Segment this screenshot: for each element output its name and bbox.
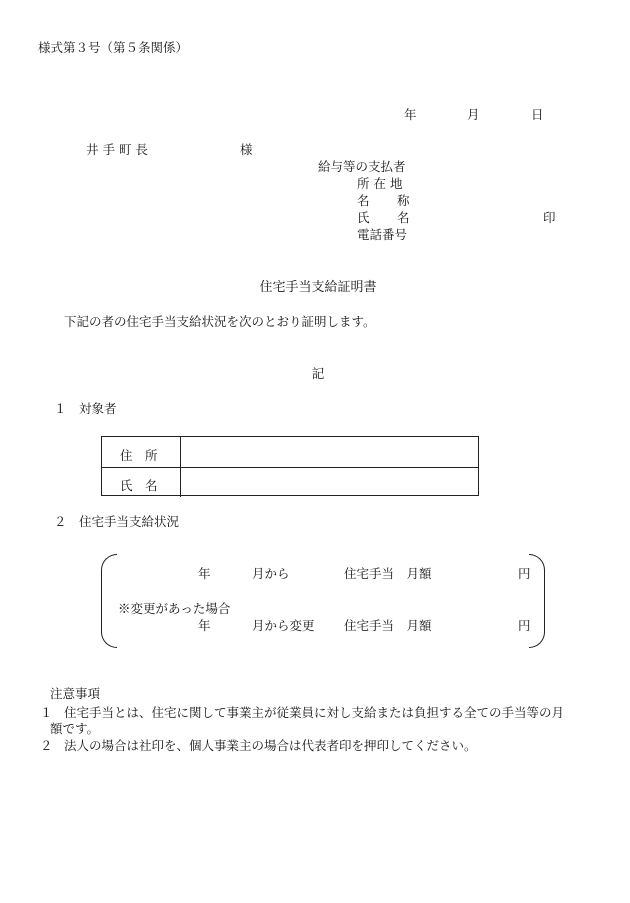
intro-text: 下記の者の住宅手当支給状況を次のとおり証明します。 [64,314,376,329]
changed-yen-label: 円 [518,618,531,633]
changed-year-label: 年 [198,618,211,633]
payer-address-label: 所 在 地 [357,176,403,191]
changed-month-label: 月から変更 [252,618,315,633]
table-row [102,437,478,468]
addressee-honorific: 様 [240,142,253,157]
payer-phone-label: 電話番号 [357,227,408,242]
left-bracket [101,554,117,648]
notes-heading: 注意事項 [50,686,101,701]
note-text: 住宅手当とは、住宅に関して事業主が従業員に対し支給または負担する全ての手当等の月 [64,705,565,720]
allowance-month-label: 月から [252,566,290,581]
address-label: 住 所 [120,448,158,463]
addressee-name: 井 手 町 長 [86,142,148,157]
target-person-table [101,436,479,496]
table-divider [180,467,181,497]
document-title: 住宅手当支給証明書 [259,280,377,295]
note-text: 法人の場合は社印を、個人事業主の場合は代表者印を押印してください。 [64,738,477,753]
table-divider [180,437,181,467]
note-number: ２ [40,738,53,753]
payer-person-label: 氏 [357,210,370,225]
date-month-label: 月 [467,107,480,122]
payer-person-label-2: 名 [397,210,410,225]
changed-amount-label: 住宅手当 月額 [344,618,432,633]
table-row [102,467,478,497]
date-year-label: 年 [404,107,417,122]
section-target-person-heading: １ 対象者 [54,401,117,416]
yen-label: 円 [518,566,531,581]
change-note: ※変更があった場合 [118,601,231,616]
note-number: １ [40,705,53,720]
allowance-amount-label: 住宅手当 月額 [344,566,432,581]
payer-name-label-2: 称 [397,193,410,208]
form-number: 様式第３号（第５条関係） [38,40,189,55]
ki-heading: 記 [311,366,325,381]
right-bracket [529,554,545,648]
seal-mark: 印 [543,210,556,225]
payer-heading: 給与等の支払者 [318,159,406,174]
payer-name-label: 名 [357,193,370,208]
name-label: 氏 名 [120,478,158,493]
allowance-year-label: 年 [198,566,211,581]
section-allowance-heading: ２ 住宅手当支給状況 [54,514,180,529]
date-day-label: 日 [531,107,544,122]
note-text-continued: 額です。 [50,721,100,736]
